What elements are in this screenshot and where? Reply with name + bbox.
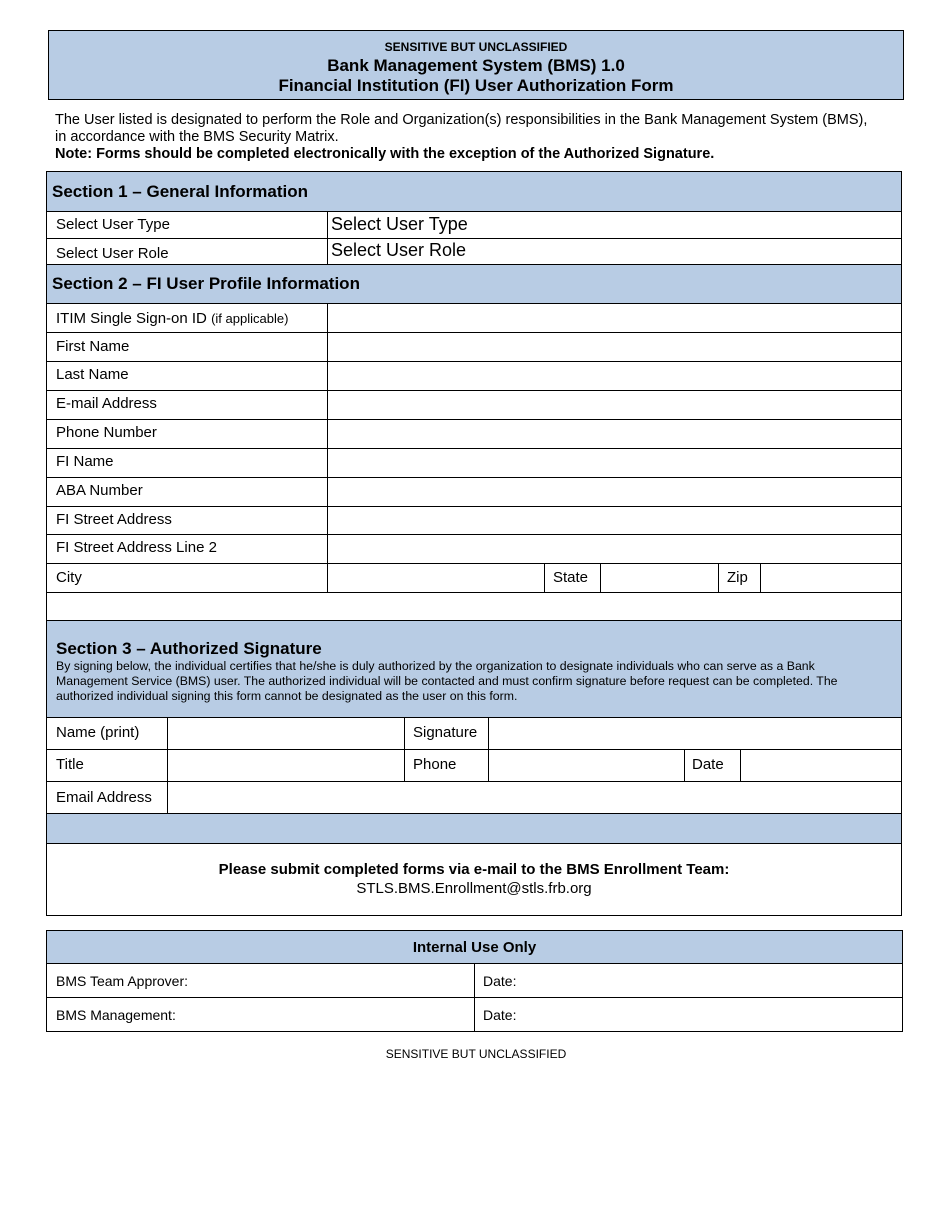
form-header	[48, 30, 904, 100]
fi-name-input[interactable]	[329, 450, 899, 476]
signature-field[interactable]	[490, 719, 899, 749]
sig-email-input[interactable]	[169, 783, 899, 813]
city-input[interactable]	[329, 565, 543, 591]
street-label: FI Street Address	[56, 511, 172, 528]
section3-header	[47, 621, 901, 717]
header-classification: SENSITIVE BUT UNCLASSIFIED	[384, 40, 568, 54]
intro-text-line2: in accordance with the BMS Security Matrix.	[55, 129, 339, 145]
street-input[interactable]	[329, 508, 899, 534]
internal-title: Internal Use Only	[412, 939, 537, 956]
signature-label: Signature	[413, 724, 478, 741]
intro-text-line1: The User listed is designated to perform the Role and Organization(s) responsibilities in the Bank Management System (BMS),	[55, 112, 868, 128]
footer-classification: SENSITIVE BUT UNCLASSIFIED	[385, 1047, 567, 1061]
section2-header	[47, 265, 901, 303]
email-label: E-mail Address	[56, 395, 157, 412]
section2-title: Section 2 – FI User Profile Information	[52, 274, 360, 293]
email-input[interactable]	[329, 392, 899, 418]
submit-email: STLS.BMS.Enrollment@stls.frb.org	[356, 880, 592, 897]
aba-input[interactable]	[329, 479, 899, 505]
state-input[interactable]	[602, 565, 717, 591]
user-role-label: Select User Role	[56, 245, 169, 262]
main-form	[46, 171, 902, 916]
name-print-label: Name (print)	[56, 724, 140, 741]
internal-header	[47, 931, 902, 963]
section1-header	[47, 172, 901, 211]
title-input[interactable]	[169, 751, 403, 781]
sig-date-label: Date	[692, 756, 724, 773]
user-role-select[interactable]: Select User Role	[331, 240, 467, 260]
fi-name-label: FI Name	[56, 453, 114, 470]
street2-input[interactable]	[329, 536, 899, 562]
itim-label-text: ITIM Single Sign-on ID	[56, 310, 207, 327]
sig-phone-label: Phone	[413, 756, 457, 773]
state-label: State	[553, 569, 589, 586]
form-title: Bank Management System (BMS) 1.0	[327, 56, 625, 75]
section1-title: Section 1 – General Information	[52, 182, 309, 201]
phone-label: Phone Number	[56, 424, 157, 441]
zip-input[interactable]	[762, 565, 899, 591]
title-label: Title	[56, 756, 84, 773]
first-name-label: First Name	[56, 338, 130, 355]
first-name-input[interactable]	[329, 334, 899, 360]
intro-note: Note: Forms should be completed electronically with the exception of the Authorized Signature.	[55, 146, 715, 162]
user-type-select[interactable]: Select User Type	[331, 214, 468, 234]
last-name-label: Last Name	[56, 366, 129, 383]
internal-use-table	[46, 930, 903, 1032]
section3-desc-line3: authorized individual signing this form cannot be designated as the user on this form.	[56, 689, 518, 703]
city-label: City	[56, 569, 82, 586]
form-subtitle: Financial Institution (FI) User Authorization Form	[278, 76, 674, 95]
sig-phone-input[interactable]	[490, 751, 683, 781]
itim-input[interactable]	[329, 305, 899, 331]
itim-hint: (if applicable)	[211, 311, 289, 326]
sig-date-input[interactable]	[742, 751, 899, 781]
section3-title: Section 3 – Authorized Signature	[56, 639, 322, 658]
section-divider	[47, 814, 901, 843]
approver-label: BMS Team Approver:	[56, 973, 189, 989]
section3-desc-line2: Management Service (BMS) user. The authorized individual will be contacted and must confirm signature before request can be completed. The	[56, 674, 838, 688]
submit-instruction: Please submit completed forms via e-mail to the BMS Enrollment Team:	[218, 861, 730, 878]
phone-input[interactable]	[329, 421, 899, 447]
last-name-input[interactable]	[329, 363, 899, 389]
itim-label	[56, 310, 288, 327]
sig-email-label: Email Address	[56, 789, 152, 806]
approver-date-label: Date:	[483, 973, 517, 989]
zip-label: Zip	[727, 569, 748, 586]
section3-desc-line1: By signing below, the individual certifies that he/she is duly authorized by the organization to designate individuals who can serve as a Bank	[56, 659, 815, 673]
management-label: BMS Management:	[56, 1007, 176, 1023]
management-date-label: Date:	[483, 1007, 517, 1023]
user-type-label: Select User Type	[56, 216, 170, 233]
street2-label: FI Street Address Line 2	[56, 539, 217, 556]
aba-label: ABA Number	[56, 482, 143, 499]
name-print-input[interactable]	[169, 719, 403, 749]
